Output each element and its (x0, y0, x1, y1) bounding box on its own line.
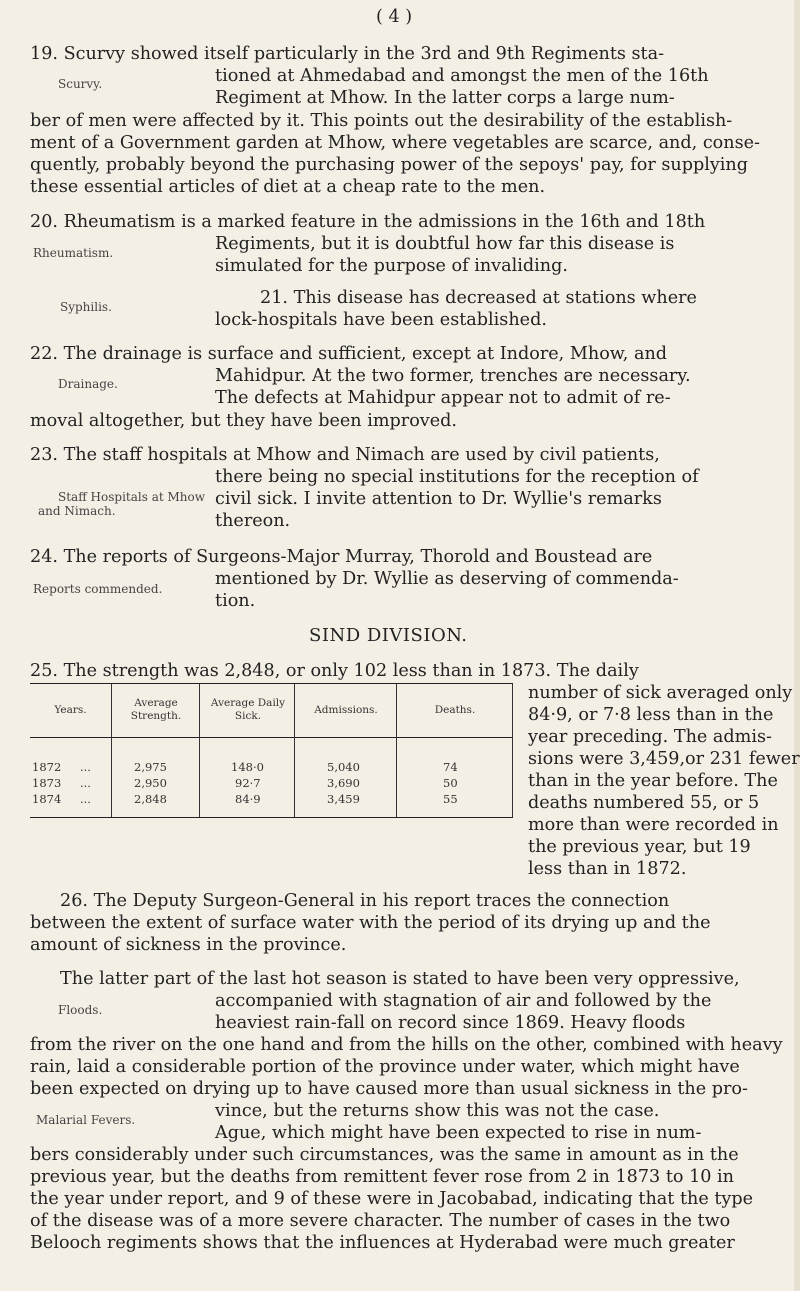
s22-line-3: The defects at Mahidpur appear not to admit of re- (215, 388, 671, 408)
row-admissions: 3,459 (327, 792, 360, 806)
s26-line-3: amount of sickness in the province. (30, 935, 347, 955)
p27-line-10: previous year, but the deaths from remittent fever rose from 2 in 1873 to 10 in (30, 1167, 735, 1187)
p27-line-13: Belooch regiments shows that the influences at Hyderabad were much greater (30, 1233, 735, 1253)
s23-line-3: civil sick. I invite attention to Dr. Wyllie's remarks (215, 489, 662, 509)
s25-right-4: sions were 3,459,or 231 fewer (528, 749, 800, 769)
s19-line-7: these essential articles of diet at a cheap rate to the men. (30, 177, 546, 197)
side-note-drainage: Drainage. (58, 377, 118, 391)
s25-right-9: less than in 1872. (528, 859, 687, 879)
row-daily-sick: 84·9 (235, 792, 261, 806)
s22-line-4: moval altogether, but they have been improved. (30, 411, 458, 431)
s20-line-3: simulated for the purpose of invaliding. (215, 256, 568, 276)
p27-line-4: from the river on the one hand and from the hills on the other, combined with heavy (30, 1035, 783, 1055)
table-col-divider (294, 684, 295, 817)
s19-line-4: ber of men were affected by it. This points out the desirability of the establish- (30, 111, 733, 131)
side-note-scurvy: Scurvy. (58, 77, 103, 91)
s21-line-1: 21. This disease has decreased at stations where (260, 288, 697, 308)
s25-line-1: 25. The strength was 2,848, or only 102 less than in 1873. The daily (30, 661, 639, 681)
p27-line-5: rain, laid a considerable portion of the province under water, which might have (30, 1057, 740, 1077)
s25-right-6: deaths numbered 55, or 5 (528, 793, 760, 813)
side-note-syphilis: Syphilis. (60, 300, 112, 314)
s21-line-2: lock-hospitals have been established. (215, 310, 547, 330)
s23-line-4: thereon. (215, 511, 291, 531)
p27-line-9: bers considerably under such circumstances, was the same in amount as in the (30, 1145, 739, 1165)
row-strength: 2,848 (134, 792, 167, 806)
s19-line-6: quently, probably beyond the purchasing power of the sepoys' pay, for supplying (30, 155, 749, 175)
s20-line-1: 20. Rheumatism is a marked feature in the admissions in the 16th and 18th (30, 212, 706, 232)
s24-line-1: 24. The reports of Surgeons-Major Murray, Thorold and Boustead are (30, 547, 653, 567)
row-admissions: 5,040 (327, 760, 360, 774)
col-header-average-strength: Average Strength. (130, 697, 182, 722)
row-year: 1874 (32, 792, 62, 806)
table-bottom-rule (30, 817, 513, 818)
s25-right-5: than in the year before. The (528, 771, 778, 791)
s23-line-2: there being no special institutions for the reception of (215, 467, 699, 487)
side-note-floods: Floods. (58, 1003, 103, 1017)
s25-right-7: more than were recorded in (528, 815, 779, 835)
side-note-rheumatism: Rheumatism. (33, 246, 114, 260)
row-deaths: 50 (443, 776, 458, 790)
p27-line-8: Ague, which might have been expected to rise in num- (215, 1123, 702, 1143)
page-edge (794, 0, 800, 1291)
s23-line-1: 23. The staff hospitals at Mhow and Nimach are used by civil patients, (30, 445, 660, 465)
row-leader: ... (80, 760, 91, 774)
p27-line-11: the year under report, and 9 of these were in Jacobabad, indicating that the type (30, 1189, 754, 1209)
p27-line-2: accompanied with stagnation of air and followed by the (215, 991, 712, 1011)
col-header-deaths: Deaths. (434, 704, 476, 716)
s26-line-2: between the extent of surface water with the period of its drying up and the (30, 913, 711, 933)
row-leader: ... (80, 776, 91, 790)
s20-line-2: Regiments, but it is doubtful how far this disease is (215, 234, 675, 254)
s19-line-5: ment of a Government garden at Mhow, where vegetables are scarce, and, conse- (30, 133, 760, 153)
row-year: 1873 (32, 776, 62, 790)
s22-line-1: 22. The drainage is surface and sufficient, except at Indore, Mhow, and (30, 344, 668, 364)
table-col-divider (199, 684, 200, 817)
s24-line-2: mentioned by Dr. Wyllie as deserving of commenda- (215, 569, 679, 589)
row-year: 1872 (32, 760, 62, 774)
row-admissions: 3,690 (327, 776, 360, 790)
s19-line-1: 19. Scurvy showed itself particularly in the 3rd and 9th Regiments sta- (30, 44, 665, 64)
table-top-rule (30, 683, 513, 684)
s25-right-3: year preceding. The admis- (528, 727, 772, 747)
page-number: ( 4 ) (376, 7, 413, 27)
table-col-divider (396, 684, 397, 817)
s22-line-2: Mahidpur. At the two former, trenches are necessary. (215, 366, 691, 386)
row-strength: 2,950 (134, 776, 167, 790)
side-note-staff-hospitals-1: Staff Hospitals at Mhow (58, 490, 205, 504)
p27-line-3: heaviest rain-fall on record since 1869. Heavy floods (215, 1013, 686, 1033)
side-note-staff-hospitals-2: and Nimach. (38, 504, 116, 518)
s19-line-2: tioned at Ahmedabad and amongst the men of the 16th (215, 66, 709, 86)
s24-line-3: tion. (215, 591, 256, 611)
table-col-divider (512, 684, 513, 817)
s25-right-1: number of sick averaged only (528, 683, 793, 703)
p27-line-6: been expected on drying up to have caused more than usual sickness in the pro- (30, 1079, 748, 1099)
row-deaths: 74 (443, 760, 458, 774)
row-daily-sick: 92·7 (235, 776, 261, 790)
s26-line-1: 26. The Deputy Surgeon-General in his report traces the connection (60, 891, 670, 911)
table-col-divider (111, 684, 112, 817)
row-leader: ... (80, 792, 91, 806)
p27-line-1: The latter part of the last hot season is stated to have been very oppressive, (60, 969, 740, 989)
s25-right-2: 84·9, or 7·8 less than in the (528, 705, 774, 725)
side-note-reports-commended: Reports commended. (33, 582, 163, 596)
row-strength: 2,975 (134, 760, 167, 774)
section-heading: SIND DIVISION. (309, 625, 468, 646)
table-header-rule (30, 737, 513, 738)
side-note-malarial-fevers: Malarial Fevers. (36, 1113, 136, 1127)
row-deaths: 55 (443, 792, 458, 806)
s25-right-8: the previous year, but 19 (528, 837, 751, 857)
p27-line-7: vince, but the returns show this was not the case. (215, 1101, 660, 1121)
row-daily-sick: 148·0 (231, 760, 264, 774)
col-header-years: Years. (54, 704, 87, 716)
col-header-admissions: Admissions. (314, 704, 378, 716)
col-header-average-daily-sick: Average Daily Sick. (210, 697, 286, 722)
p27-line-12: of the disease was of a more severe character. The number of cases in the two (30, 1211, 731, 1231)
s19-line-3: Regiment at Mhow. In the latter corps a large num- (215, 88, 675, 108)
